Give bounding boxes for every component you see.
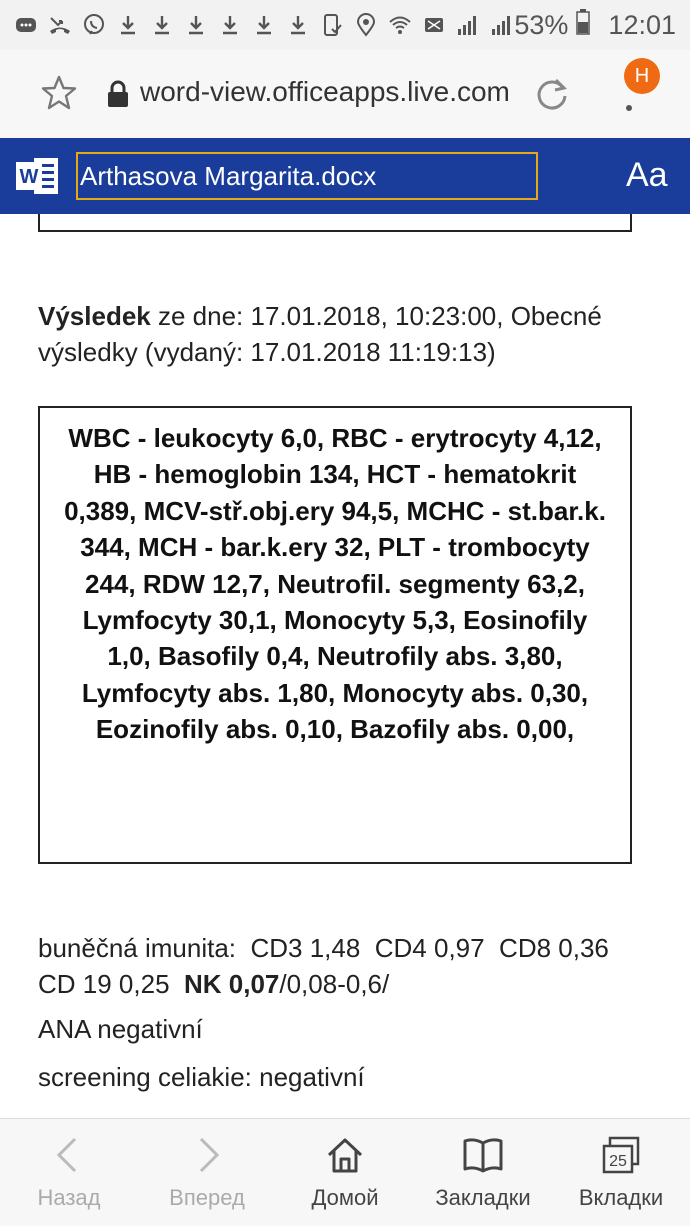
location-icon: [354, 13, 378, 37]
celiac-paragraph: screening celiakie: negativní: [38, 1062, 365, 1092]
browser-address-bar: [0, 50, 690, 138]
results-table: [38, 406, 632, 864]
svg-text:W: W: [19, 166, 39, 188]
immunity-range: /0,08-0,6/: [279, 969, 390, 999]
sim-icon: [422, 13, 446, 37]
download-icon: [218, 13, 242, 37]
bookmark-star-icon[interactable]: [40, 74, 78, 112]
clock: 12:01: [608, 9, 676, 40]
chevron-left-icon: [49, 1135, 89, 1175]
results-text: WBC - leukocyty 6,0, RBC - erytrocyty 4,12, HB - hemoglobin 134, HCT - hematokrit 0,389, MCV-stř.obj.ery 94,5, MCHC - st.bar.k. 344, MCH - bar.k.ery 32, PLT - trombocyty 244, RDW 12,7, Neutrofil. segmenty 63,2, Lymfocyty 30,1, Monocyty 5,3, Eosinofily 1,0, Basofily 0,4, Neutrofily abs. 3,80, Lymfocyty abs. 1,80, Monocyty abs. 0,30, Eozinofily abs. 0,10, Bazofily abs. 0,00,: [64, 423, 606, 745]
download-icon: [286, 13, 310, 37]
battery-percent: 53%: [514, 9, 569, 40]
signal-icon: [456, 13, 480, 37]
profile-avatar[interactable]: H: [624, 58, 660, 94]
immunity-paragraph: [38, 930, 658, 1002]
download-icon: [252, 13, 276, 37]
viber-icon: [82, 13, 106, 37]
missed-call-icon: [48, 13, 72, 37]
chat-icon: [14, 13, 38, 37]
book-icon: [463, 1135, 503, 1175]
nav-home-button[interactable]: [276, 1119, 414, 1226]
download-icon: [150, 13, 174, 37]
previous-table-box: [38, 214, 632, 232]
nav-back-label: Назад: [37, 1185, 101, 1210]
chevron-right-icon: [187, 1135, 227, 1175]
lock-icon: [106, 80, 130, 108]
wifi-icon: [388, 13, 412, 37]
nav-bookmarks-button[interactable]: [414, 1119, 552, 1226]
phone-check-icon: [320, 13, 344, 37]
tabs-count: 25: [609, 1153, 627, 1170]
status-bar: [0, 0, 690, 50]
nav-forward-button[interactable]: [138, 1119, 276, 1226]
download-icon: [184, 13, 208, 37]
menu-dots-icon[interactable]: [624, 86, 634, 116]
font-size-button[interactable]: Aa: [626, 156, 668, 194]
result-heading: [38, 298, 638, 370]
tabs-icon: [601, 1135, 641, 1175]
nav-back-button[interactable]: [0, 1119, 138, 1226]
nav-forward-label: Вперед: [169, 1185, 245, 1210]
status-right: [514, 9, 676, 42]
signal-icon: [490, 13, 514, 37]
document-name-field[interactable]: Arthasova Margarita.docx: [76, 152, 538, 200]
immunity-nk-bold: NK 0,07: [183, 969, 280, 999]
document-body: [0, 214, 690, 1118]
download-icon: [116, 13, 140, 37]
ana-paragraph: ANA negativní: [38, 1014, 203, 1044]
battery-icon: [576, 9, 590, 42]
nav-bookmarks-label: Закладки: [435, 1185, 531, 1210]
reload-icon[interactable]: [534, 76, 570, 112]
nav-home-label: Домой: [311, 1185, 379, 1210]
home-icon: [325, 1135, 365, 1175]
nav-tabs-button[interactable]: [552, 1119, 690, 1226]
nav-tabs-label: Вкладки: [578, 1185, 664, 1210]
immunity-text: buněčná imunita: CD3 1,48 CD4 0,97 CD8 0,36 CD 19 0,25: [38, 933, 624, 999]
word-logo-icon[interactable]: [14, 152, 62, 200]
status-icons: [14, 13, 514, 37]
url-field[interactable]: word-view.officeapps.live.com: [140, 76, 510, 107]
bottom-navigation: [0, 1118, 690, 1226]
result-heading-rest: ze dne: 17.01.2018, 10:23:00, Obecné výsledky (vydaný: 17.01.2018 11:19:13): [38, 301, 602, 367]
result-heading-bold: Výsledek: [38, 301, 151, 331]
word-header: [0, 138, 690, 214]
